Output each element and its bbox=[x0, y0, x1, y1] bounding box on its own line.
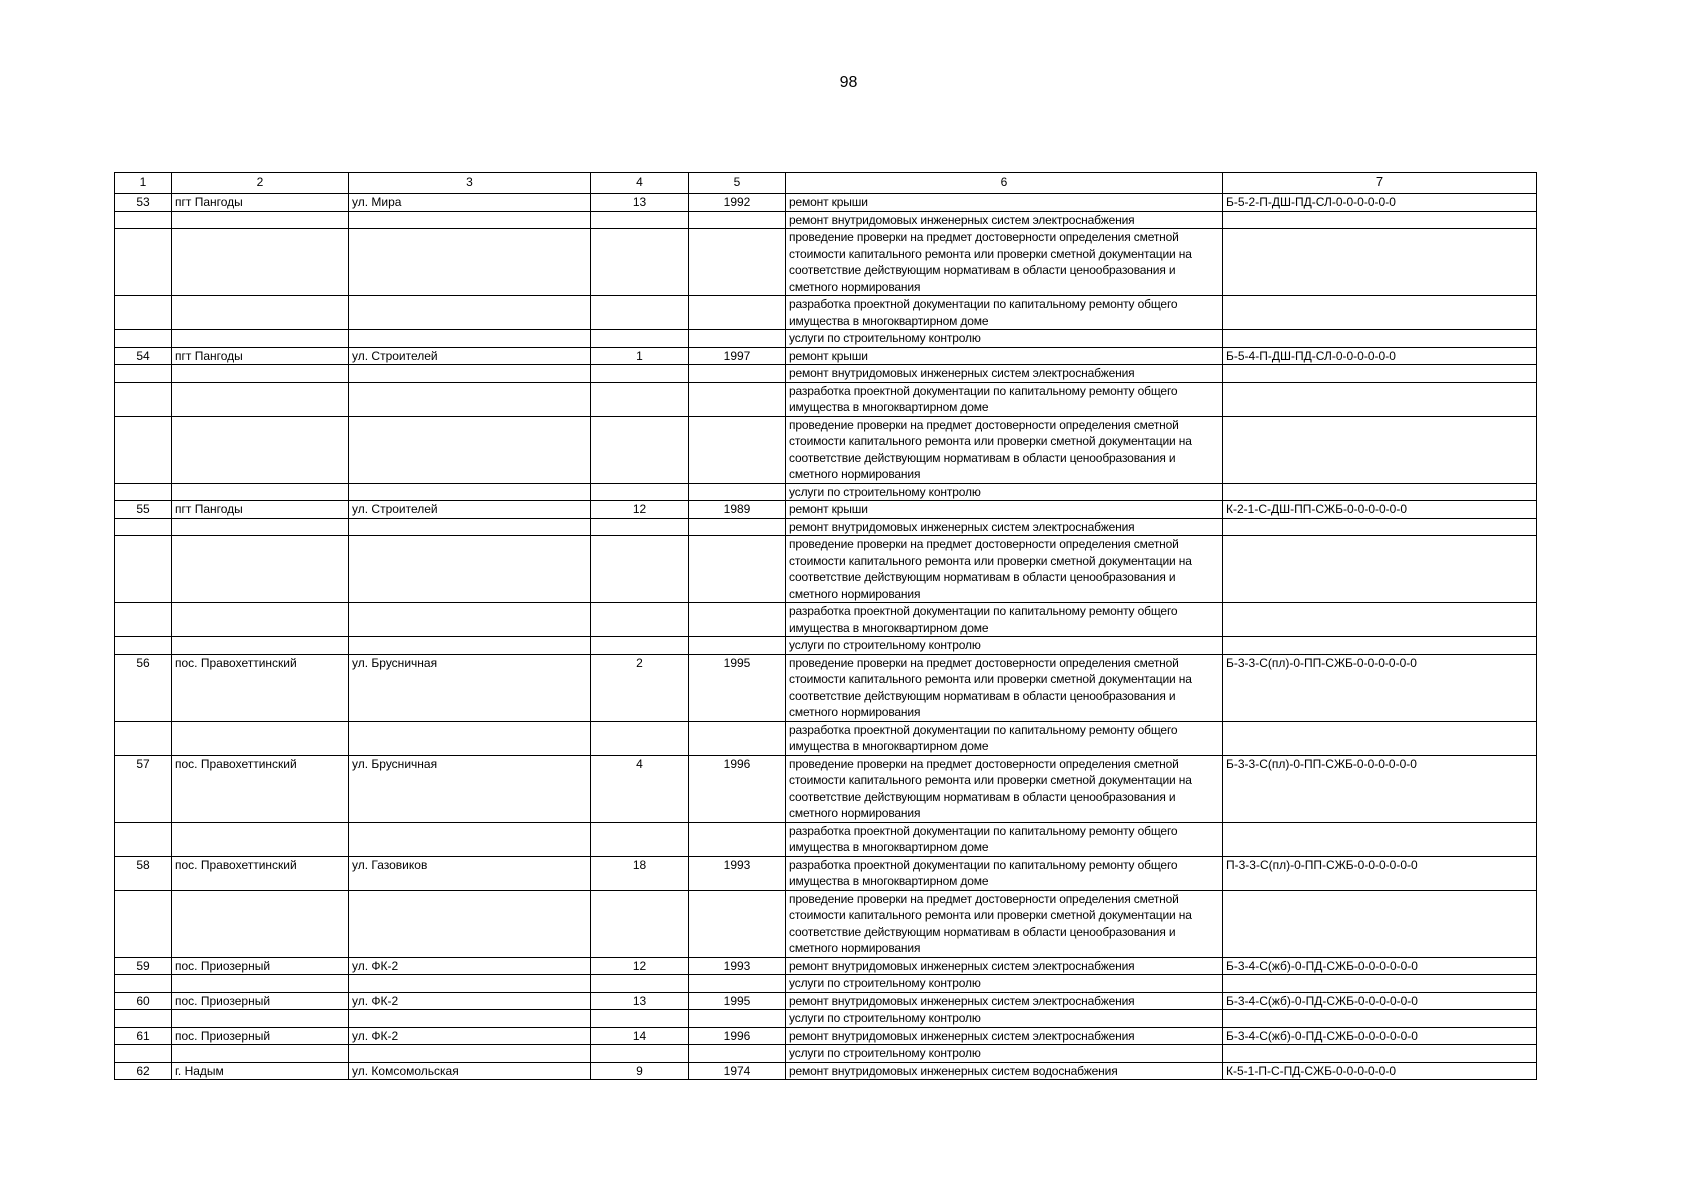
row-number-cell: 59 bbox=[115, 957, 172, 975]
row-number-cell: 54 bbox=[115, 347, 172, 365]
code-cell bbox=[1223, 211, 1537, 229]
house-number-cell bbox=[591, 536, 689, 603]
code-cell bbox=[1223, 365, 1537, 383]
row-number-cell bbox=[115, 822, 172, 856]
house-number-cell bbox=[591, 229, 689, 296]
work-type-cell: услуги по строительному контролю bbox=[786, 975, 1223, 993]
work-type-cell: проведение проверки на предмет достоверности определения сметной стоимости капитального ремонта или проверки сметной документации на соответствие действующим нормативам в области ценообразования и сметного нормирования bbox=[786, 890, 1223, 957]
work-type-cell: проведение проверки на предмет достоверности определения сметной стоимости капитального ремонта или проверки сметной документации на соответствие действующим нормативам в области ценообразования и сметного нормирования bbox=[786, 416, 1223, 483]
work-type-cell: разработка проектной документации по капитальному ремонту общего имущества в многоквартирном доме bbox=[786, 382, 1223, 416]
locality-cell: г. Надым bbox=[172, 1062, 349, 1080]
house-number-cell: 14 bbox=[591, 1027, 689, 1045]
street-cell bbox=[349, 721, 591, 755]
table-row bbox=[115, 211, 1537, 229]
code-cell bbox=[1223, 296, 1537, 330]
year-cell bbox=[689, 1010, 786, 1028]
year-cell bbox=[689, 975, 786, 993]
year-cell bbox=[689, 518, 786, 536]
locality-cell: пгт Пангоды bbox=[172, 347, 349, 365]
work-type-cell: проведение проверки на предмет достоверности определения сметной стоимости капитального ремонта или проверки сметной документации на соответствие действующим нормативам в области ценообразования и сметного нормирования bbox=[786, 755, 1223, 822]
row-number-cell bbox=[115, 721, 172, 755]
street-cell bbox=[349, 296, 591, 330]
street-cell: ул. Брусничная bbox=[349, 654, 591, 721]
street-cell: ул. Мира bbox=[349, 194, 591, 212]
code-cell: К-2-1-С-ДШ-ПП-СЖБ-0-0-0-0-0-0 bbox=[1223, 501, 1537, 519]
code-cell bbox=[1223, 483, 1537, 501]
code-cell: Б-5-2-П-ДШ-ПД-СЛ-0-0-0-0-0-0 bbox=[1223, 194, 1537, 212]
locality-cell: пос. Приозерный bbox=[172, 957, 349, 975]
table-row bbox=[115, 822, 1537, 856]
work-type-cell: ремонт крыши bbox=[786, 194, 1223, 212]
work-type-cell: услуги по строительному контролю bbox=[786, 1045, 1223, 1063]
street-cell: ул. ФК-2 bbox=[349, 1027, 591, 1045]
table-row bbox=[115, 536, 1537, 603]
code-cell bbox=[1223, 1045, 1537, 1063]
street-cell: ул. ФК-2 bbox=[349, 992, 591, 1010]
year-cell bbox=[689, 637, 786, 655]
code-cell bbox=[1223, 229, 1537, 296]
row-number-cell bbox=[115, 211, 172, 229]
page-number: 98 bbox=[839, 74, 858, 91]
house-number-cell: 1 bbox=[591, 347, 689, 365]
year-cell bbox=[689, 483, 786, 501]
row-number-cell bbox=[115, 483, 172, 501]
year-cell: 1995 bbox=[689, 992, 786, 1010]
row-number-cell: 55 bbox=[115, 501, 172, 519]
work-type-cell: ремонт внутридомовых инженерных систем электроснабжения bbox=[786, 992, 1223, 1010]
row-number-cell: 56 bbox=[115, 654, 172, 721]
street-cell: ул. Брусничная bbox=[349, 755, 591, 822]
house-number-cell bbox=[591, 382, 689, 416]
work-type-cell: услуги по строительному контролю bbox=[786, 1010, 1223, 1028]
locality-cell: пос. Приозерный bbox=[172, 992, 349, 1010]
table-row bbox=[115, 755, 1537, 822]
street-cell bbox=[349, 330, 591, 348]
house-number-cell: 2 bbox=[591, 654, 689, 721]
street-cell bbox=[349, 1045, 591, 1063]
year-cell bbox=[689, 330, 786, 348]
year-cell bbox=[689, 416, 786, 483]
code-cell bbox=[1223, 637, 1537, 655]
table-row bbox=[115, 382, 1537, 416]
table-row bbox=[115, 1010, 1537, 1028]
street-cell bbox=[349, 483, 591, 501]
code-cell bbox=[1223, 822, 1537, 856]
locality-cell: пос. Приозерный bbox=[172, 1027, 349, 1045]
work-type-cell: услуги по строительному контролю bbox=[786, 637, 1223, 655]
table-row bbox=[115, 856, 1537, 890]
table-row bbox=[115, 1062, 1537, 1080]
code-cell bbox=[1223, 518, 1537, 536]
code-cell bbox=[1223, 975, 1537, 993]
work-type-cell: ремонт крыши bbox=[786, 347, 1223, 365]
year-cell bbox=[689, 890, 786, 957]
locality-cell bbox=[172, 416, 349, 483]
work-type-cell: ремонт крыши bbox=[786, 501, 1223, 519]
work-type-cell: ремонт внутридомовых инженерных систем электроснабжения bbox=[786, 1027, 1223, 1045]
street-cell bbox=[349, 229, 591, 296]
row-number-cell: 57 bbox=[115, 755, 172, 822]
table-row bbox=[115, 957, 1537, 975]
row-number-cell: 58 bbox=[115, 856, 172, 890]
code-cell: П-3-3-С(пл)-0-ПП-СЖБ-0-0-0-0-0-0 bbox=[1223, 856, 1537, 890]
work-type-cell: разработка проектной документации по капитальному ремонту общего имущества в многоквартирном доме bbox=[786, 296, 1223, 330]
table-row bbox=[115, 603, 1537, 637]
locality-cell bbox=[172, 330, 349, 348]
locality-cell bbox=[172, 603, 349, 637]
code-cell bbox=[1223, 721, 1537, 755]
house-number-cell bbox=[591, 1045, 689, 1063]
row-number-cell bbox=[115, 536, 172, 603]
code-cell bbox=[1223, 536, 1537, 603]
code-cell: Б-3-4-С(жб)-0-ПД-СЖБ-0-0-0-0-0-0 bbox=[1223, 957, 1537, 975]
house-number-cell: 9 bbox=[591, 1062, 689, 1080]
house-number-cell bbox=[591, 330, 689, 348]
street-cell bbox=[349, 1010, 591, 1028]
year-cell: 1989 bbox=[689, 501, 786, 519]
table-row bbox=[115, 365, 1537, 383]
street-cell bbox=[349, 416, 591, 483]
code-cell: К-5-1-П-С-ПД-СЖБ-0-0-0-0-0-0 bbox=[1223, 1062, 1537, 1080]
table-row bbox=[115, 654, 1537, 721]
street-cell bbox=[349, 890, 591, 957]
house-number-cell bbox=[591, 890, 689, 957]
work-type-cell: разработка проектной документации по капитальному ремонту общего имущества в многоквартирном доме bbox=[786, 856, 1223, 890]
code-cell: Б-3-3-С(пл)-0-ПП-СЖБ-0-0-0-0-0-0 bbox=[1223, 654, 1537, 721]
table-row bbox=[115, 347, 1537, 365]
locality-cell bbox=[172, 1010, 349, 1028]
street-cell bbox=[349, 822, 591, 856]
work-type-cell: разработка проектной документации по капитальному ремонту общего имущества в многоквартирном доме bbox=[786, 822, 1223, 856]
row-number-cell bbox=[115, 1010, 172, 1028]
table-row bbox=[115, 975, 1537, 993]
work-type-cell: разработка проектной документации по капитальному ремонту общего имущества в многоквартирном доме bbox=[786, 721, 1223, 755]
code-cell: Б-3-3-С(пл)-0-ПП-СЖБ-0-0-0-0-0-0 bbox=[1223, 755, 1537, 822]
locality-cell bbox=[172, 890, 349, 957]
work-type-cell: услуги по строительному контролю bbox=[786, 483, 1223, 501]
house-number-cell bbox=[591, 483, 689, 501]
year-cell bbox=[689, 365, 786, 383]
work-type-cell: проведение проверки на предмет достоверности определения сметной стоимости капитального ремонта или проверки сметной документации на соответствие действующим нормативам в области ценообразования и сметного нормирования bbox=[786, 654, 1223, 721]
table-row bbox=[115, 416, 1537, 483]
row-number-cell bbox=[115, 330, 172, 348]
header-cell-6: 6 bbox=[786, 173, 1223, 194]
house-number-cell: 18 bbox=[591, 856, 689, 890]
code-cell bbox=[1223, 890, 1537, 957]
year-cell: 1993 bbox=[689, 957, 786, 975]
row-number-cell bbox=[115, 296, 172, 330]
locality-cell bbox=[172, 365, 349, 383]
street-cell bbox=[349, 975, 591, 993]
house-number-cell bbox=[591, 365, 689, 383]
table-row bbox=[115, 1027, 1537, 1045]
row-number-cell: 53 bbox=[115, 194, 172, 212]
row-number-cell bbox=[115, 416, 172, 483]
locality-cell bbox=[172, 822, 349, 856]
table-row bbox=[115, 518, 1537, 536]
row-number-cell bbox=[115, 603, 172, 637]
house-number-cell bbox=[591, 1010, 689, 1028]
year-cell bbox=[689, 822, 786, 856]
table-row bbox=[115, 330, 1537, 348]
table-row bbox=[115, 637, 1537, 655]
house-number-cell bbox=[591, 518, 689, 536]
table-row bbox=[115, 483, 1537, 501]
house-number-cell bbox=[591, 211, 689, 229]
table-row bbox=[115, 194, 1537, 212]
house-number-cell: 13 bbox=[591, 194, 689, 212]
works-table bbox=[114, 172, 1537, 1080]
house-number-cell bbox=[591, 975, 689, 993]
year-cell bbox=[689, 1045, 786, 1063]
code-cell: Б-3-4-С(жб)-0-ПД-СЖБ-0-0-0-0-0-0 bbox=[1223, 992, 1537, 1010]
header-cell-4: 4 bbox=[591, 173, 689, 194]
year-cell bbox=[689, 211, 786, 229]
locality-cell: пгт Пангоды bbox=[172, 501, 349, 519]
street-cell bbox=[349, 365, 591, 383]
year-cell bbox=[689, 229, 786, 296]
house-number-cell: 12 bbox=[591, 957, 689, 975]
header-cell-2: 2 bbox=[172, 173, 349, 194]
house-number-cell bbox=[591, 822, 689, 856]
code-cell bbox=[1223, 416, 1537, 483]
year-cell: 1997 bbox=[689, 347, 786, 365]
work-type-cell: ремонт внутридомовых инженерных систем электроснабжения bbox=[786, 211, 1223, 229]
street-cell: ул. Газовиков bbox=[349, 856, 591, 890]
work-type-cell: ремонт внутридомовых инженерных систем электроснабжения bbox=[786, 518, 1223, 536]
street-cell bbox=[349, 518, 591, 536]
year-cell: 1995 bbox=[689, 654, 786, 721]
code-cell bbox=[1223, 603, 1537, 637]
table-header-row bbox=[115, 173, 1537, 194]
table-row bbox=[115, 296, 1537, 330]
street-cell bbox=[349, 637, 591, 655]
locality-cell bbox=[172, 483, 349, 501]
locality-cell: пгт Пангоды bbox=[172, 194, 349, 212]
year-cell bbox=[689, 603, 786, 637]
work-type-cell: проведение проверки на предмет достоверности определения сметной стоимости капитального ремонта или проверки сметной документации на соответствие действующим нормативам в области ценообразования и сметного нормирования bbox=[786, 536, 1223, 603]
row-number-cell bbox=[115, 365, 172, 383]
street-cell bbox=[349, 536, 591, 603]
row-number-cell: 62 bbox=[115, 1062, 172, 1080]
row-number-cell bbox=[115, 975, 172, 993]
header-cell-5: 5 bbox=[689, 173, 786, 194]
header-cell-3: 3 bbox=[349, 173, 591, 194]
row-number-cell: 60 bbox=[115, 992, 172, 1010]
locality-cell bbox=[172, 536, 349, 603]
house-number-cell: 12 bbox=[591, 501, 689, 519]
row-number-cell bbox=[115, 382, 172, 416]
year-cell bbox=[689, 721, 786, 755]
header-cell-1: 1 bbox=[115, 173, 172, 194]
street-cell: ул. Комсомольская bbox=[349, 1062, 591, 1080]
locality-cell bbox=[172, 211, 349, 229]
work-type-cell: проведение проверки на предмет достоверности определения сметной стоимости капитального ремонта или проверки сметной документации на соответствие действующим нормативам в области ценообразования и сметного нормирования bbox=[786, 229, 1223, 296]
table-row bbox=[115, 992, 1537, 1010]
street-cell bbox=[349, 211, 591, 229]
street-cell: ул. ФК-2 bbox=[349, 957, 591, 975]
header-cell-7: 7 bbox=[1223, 173, 1537, 194]
table-row bbox=[115, 229, 1537, 296]
work-type-cell: разработка проектной документации по капитальному ремонту общего имущества в многоквартирном доме bbox=[786, 603, 1223, 637]
street-cell bbox=[349, 603, 591, 637]
row-number-cell bbox=[115, 229, 172, 296]
year-cell: 1996 bbox=[689, 1027, 786, 1045]
table-row bbox=[115, 1045, 1537, 1063]
year-cell: 1992 bbox=[689, 194, 786, 212]
locality-cell bbox=[172, 518, 349, 536]
year-cell bbox=[689, 382, 786, 416]
year-cell bbox=[689, 536, 786, 603]
house-number-cell bbox=[591, 416, 689, 483]
locality-cell bbox=[172, 637, 349, 655]
table-row bbox=[115, 890, 1537, 957]
year-cell: 1993 bbox=[689, 856, 786, 890]
house-number-cell: 13 bbox=[591, 992, 689, 1010]
house-number-cell bbox=[591, 603, 689, 637]
row-number-cell bbox=[115, 637, 172, 655]
house-number-cell: 4 bbox=[591, 755, 689, 822]
code-cell: Б-5-4-П-ДШ-ПД-СЛ-0-0-0-0-0-0 bbox=[1223, 347, 1537, 365]
house-number-cell bbox=[591, 296, 689, 330]
year-cell: 1974 bbox=[689, 1062, 786, 1080]
locality-cell bbox=[172, 296, 349, 330]
locality-cell bbox=[172, 1045, 349, 1063]
locality-cell: пос. Правохеттинский bbox=[172, 654, 349, 721]
row-number-cell bbox=[115, 890, 172, 957]
code-cell bbox=[1223, 1010, 1537, 1028]
table-row bbox=[115, 721, 1537, 755]
code-cell bbox=[1223, 382, 1537, 416]
street-cell: ул. Строителей bbox=[349, 501, 591, 519]
row-number-cell: 61 bbox=[115, 1027, 172, 1045]
code-cell bbox=[1223, 330, 1537, 348]
house-number-cell bbox=[591, 721, 689, 755]
locality-cell bbox=[172, 721, 349, 755]
row-number-cell bbox=[115, 518, 172, 536]
year-cell: 1996 bbox=[689, 755, 786, 822]
locality-cell bbox=[172, 229, 349, 296]
work-type-cell: ремонт внутридомовых инженерных систем водоснабжения bbox=[786, 1062, 1223, 1080]
row-number-cell bbox=[115, 1045, 172, 1063]
locality-cell bbox=[172, 975, 349, 993]
street-cell: ул. Строителей bbox=[349, 347, 591, 365]
code-cell: Б-3-4-С(жб)-0-ПД-СЖБ-0-0-0-0-0-0 bbox=[1223, 1027, 1537, 1045]
locality-cell: пос. Правохеттинский bbox=[172, 755, 349, 822]
street-cell bbox=[349, 382, 591, 416]
work-type-cell: ремонт внутридомовых инженерных систем электроснабжения bbox=[786, 365, 1223, 383]
house-number-cell bbox=[591, 637, 689, 655]
work-type-cell: ремонт внутридомовых инженерных систем электроснабжения bbox=[786, 957, 1223, 975]
work-type-cell: услуги по строительному контролю bbox=[786, 330, 1223, 348]
locality-cell: пос. Правохеттинский bbox=[172, 856, 349, 890]
locality-cell bbox=[172, 382, 349, 416]
year-cell bbox=[689, 296, 786, 330]
table-row bbox=[115, 501, 1537, 519]
